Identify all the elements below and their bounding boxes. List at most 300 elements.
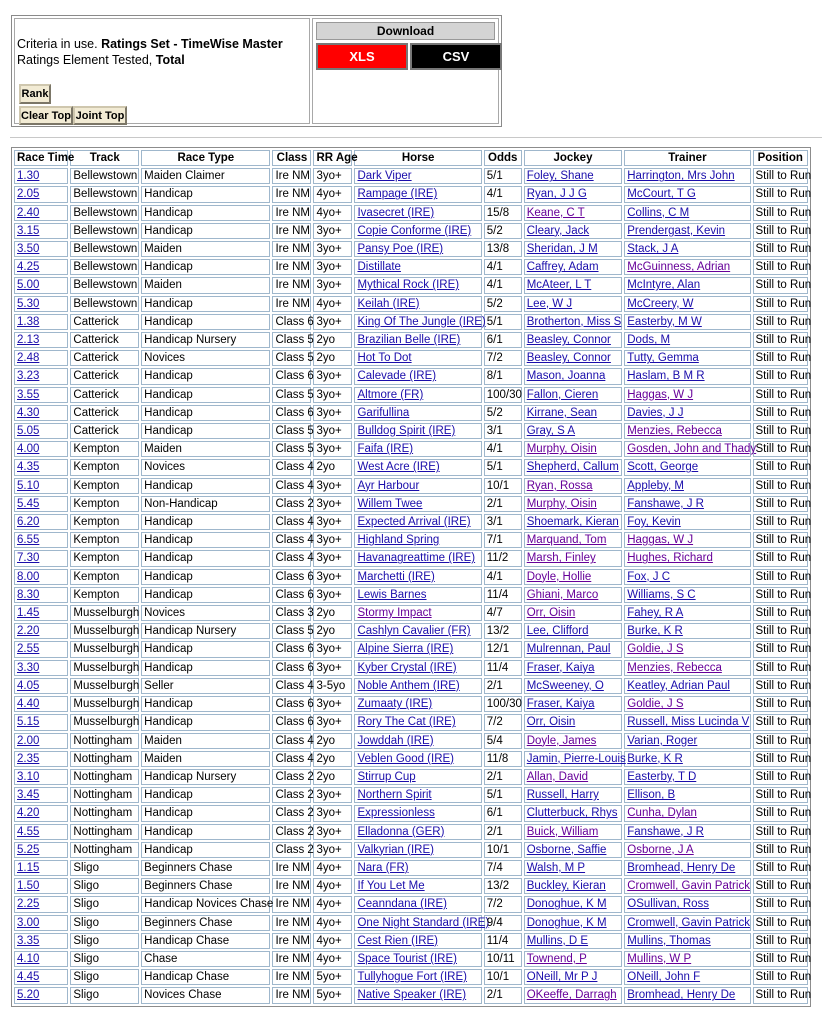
race-time-link[interactable]: 3.30 [17,661,40,674]
trainer-cell [624,296,750,312]
horse-cell [354,186,481,202]
download-panel [312,18,499,124]
jockey-link[interactable]: Lee, W J [526,297,573,310]
race-time-link[interactable]: 3.35 [17,934,40,947]
track-cell: Musselburgh [70,696,139,712]
horse-cell [354,478,481,494]
race-time-link[interactable]: 2.05 [17,188,40,201]
horse-link[interactable]: Distillate [357,261,401,274]
trainer-link[interactable]: Hughes, Richard [627,552,713,565]
position-cell: Still to Run [753,660,809,676]
trainer-link[interactable]: Appleby, M [627,479,684,492]
odds-cell: 7/4 [484,860,522,876]
horse-link[interactable]: Willem Twee [357,497,423,510]
horse-link[interactable]: Cashlyn Cavalier (FR) [357,625,471,638]
horse-link[interactable]: Stirrup Cup [357,770,416,783]
horse-cell [354,824,481,840]
class-cell: Ire NM [272,296,311,312]
trainer-link[interactable]: Harrington, Mrs John [627,170,735,183]
race-type-cell: Handicap [141,387,270,403]
trainer-link[interactable]: Ellison, B [627,789,676,802]
jockey-link[interactable]: Beasley, Connor [526,352,611,365]
trainer-link[interactable]: Prendergast, Kevin [627,224,726,237]
horse-link[interactable]: Expected Arrival (IRE) [357,516,471,529]
track-cell: Musselburgh [70,714,139,730]
horse-link[interactable]: Alpine Sierra (IRE) [357,643,454,656]
horse-link[interactable]: Ivasecret (IRE) [357,206,435,219]
trainer-link[interactable]: Gosden, John and Thady [627,443,757,456]
race-time-link[interactable]: 3.50 [17,243,40,256]
race-time-link[interactable]: 1.15 [17,861,40,874]
jockey-link[interactable]: Russell, Harry [526,789,599,802]
download-title: Download [316,22,495,40]
position-cell: Still to Run [753,368,809,384]
trainer-link[interactable]: Mullins, W P [627,952,692,965]
class-cell: Class 4 [272,751,311,767]
trainer-link[interactable]: Fanshawe, J R [627,497,704,510]
race-time-link[interactable]: 8.00 [17,570,40,583]
jockey-cell [524,714,623,730]
race-time-link[interactable]: 1.50 [17,880,40,893]
race-time-link[interactable]: 5.00 [17,279,40,292]
jockey-link[interactable]: Buick, William [526,825,599,838]
trainer-link[interactable]: Fahey, R A [627,607,684,620]
trainer-cell [624,223,750,239]
odds-cell: 5/1 [484,459,522,475]
jockey-link[interactable]: Ryan, J J G [526,188,587,201]
rr-age-cell: 3yo+ [313,714,352,730]
horse-link[interactable]: Stormy Impact [357,607,432,620]
jockey-link[interactable]: Murphy, Oisin [526,497,597,510]
table-row [14,987,808,1003]
horse-link[interactable]: Pansy Poe (IRE) [357,243,444,256]
jockey-link[interactable]: OKeeffe, Darragh [526,989,617,1002]
race-type-cell: Novices [141,350,270,366]
horse-link[interactable]: Elladonna (GER) [357,825,445,838]
jockey-link[interactable]: Gray, S A [526,425,576,438]
trainer-link[interactable]: Scott, George [627,461,699,474]
jockey-link[interactable]: Marquand, Tom [526,534,607,547]
race-time-link[interactable]: 2.48 [17,352,40,365]
race-type-cell: Handicap [141,405,270,421]
horse-link[interactable]: Calevade (IRE) [357,370,437,383]
criteria-info [14,18,310,124]
horse-link[interactable]: Veblen Good (IRE) [357,752,455,765]
horse-link[interactable]: Tullyhogue Fort (IRE) [357,971,467,984]
rr-age-cell: 3yo+ [313,441,352,457]
race-time-link[interactable]: 2.40 [17,206,40,219]
race-time-cell [14,168,68,184]
trainer-link[interactable]: Fox, J C [627,570,671,583]
jockey-cell [524,314,623,330]
race-time-link[interactable]: 5.20 [17,989,40,1002]
jockey-link[interactable]: Clutterbuck, Rhys [526,807,618,820]
trainer-cell [624,277,750,293]
horse-link[interactable]: Highland Spring [357,534,440,547]
race-time-link[interactable]: 2.20 [17,625,40,638]
jockey-link[interactable]: Doyle, James [526,734,597,747]
trainer-link[interactable]: Russell, Miss Lucinda V [627,716,750,729]
trainer-link[interactable]: Collins, C M [627,206,690,219]
race-time-link[interactable]: 7.30 [17,552,40,565]
race-time-cell [14,569,68,585]
jockey-link[interactable]: Fraser, Kaiya [526,661,595,674]
track-cell: Kempton [70,532,139,548]
trainer-link[interactable]: Haggas, W J [627,388,694,401]
race-time-link[interactable]: 4.30 [17,406,40,419]
jockey-link[interactable]: Osborne, Saffie [526,843,607,856]
class-cell: Class 4 [272,459,311,475]
race-time-link[interactable]: 2.35 [17,752,40,765]
class-cell: Class 2 [272,769,311,785]
horse-link[interactable]: West Acre (IRE) [357,461,440,474]
horse-link[interactable]: Keilah (IRE) [357,297,420,310]
trainer-link[interactable]: Foy, Kevin [627,516,681,529]
jockey-link[interactable]: Shoemark, Kieran [526,516,619,529]
jockey-cell [524,987,623,1003]
horse-link[interactable]: Havanagreattime (IRE) [357,552,476,565]
horse-link[interactable]: Bulldog Spirit (IRE) [357,425,456,438]
trainer-link[interactable]: Fanshawe, J R [627,825,704,838]
trainer-cell [624,241,750,257]
jockey-link[interactable]: Townend, P [526,952,587,965]
horse-cell [354,168,481,184]
trainer-link[interactable]: Goldie, J S [627,643,684,656]
table-row [14,423,808,439]
rr-age-cell: 4yo+ [313,933,352,949]
trainer-link[interactable]: Goldie, J S [627,698,684,711]
joint-top-button[interactable]: Joint Top [73,106,127,125]
trainer-link[interactable]: Cromwell, Gavin Patrick [627,880,750,893]
jockey-link[interactable]: Fraser, Kaiya [526,698,595,711]
odds-cell: 3/1 [484,423,522,439]
race-time-link[interactable]: 3.23 [17,370,40,383]
race-time-link[interactable]: 4.20 [17,807,40,820]
jockey-link[interactable]: Mason, Joanna [526,370,606,383]
race-time-link[interactable]: 2.13 [17,334,40,347]
jockey-link[interactable]: Mulrennan, Paul [526,643,611,656]
horse-link[interactable]: Marchetti (IRE) [357,570,435,583]
trainer-link[interactable]: Cunha, Dylan [627,807,697,820]
jockey-link[interactable]: Ryan, Rossa [526,479,593,492]
class-cell: Class 4 [272,478,311,494]
race-time-link[interactable]: 5.10 [17,479,40,492]
race-time-cell [14,514,68,530]
trainer-cell [624,896,750,912]
horse-link[interactable]: Brazilian Belle (IRE) [357,334,461,347]
horse-link[interactable]: Space Tourist (IRE) [357,952,457,965]
race-time-link[interactable]: 5.30 [17,297,40,310]
class-cell: Ire NM [272,896,311,912]
trainer-link[interactable]: Bromhead, Henry De [627,989,736,1002]
race-time-link[interactable]: 4.40 [17,698,40,711]
race-time-cell [14,332,68,348]
jockey-link[interactable]: Lee, Clifford [526,625,589,638]
race-type-cell: Beginners Chase [141,878,270,894]
race-time-link[interactable]: 4.45 [17,971,40,984]
race-type-cell: Handicap [141,423,270,439]
horse-link[interactable]: Dark Viper [357,170,412,183]
trainer-link[interactable]: McGuinness, Adrian [627,261,731,274]
odds-cell: 11/2 [484,550,522,566]
horse-cell [354,459,481,475]
header-track: Track [70,150,139,166]
odds-cell: 11/8 [484,751,522,767]
jockey-cell [524,678,623,694]
track-cell: Bellewstown [70,259,139,275]
race-time-link[interactable]: 1.45 [17,607,40,620]
trainer-link[interactable]: Easterby, M W [627,315,702,328]
jockey-link[interactable]: Brotherton, Miss S [526,315,622,328]
horse-link[interactable]: Lewis Barnes [357,588,427,601]
jockey-link[interactable]: Ghiani, Marco [526,588,599,601]
jockey-link[interactable]: Beasley, Connor [526,334,611,347]
position-cell: Still to Run [753,387,809,403]
table-row [14,605,808,621]
jockey-link[interactable]: Sheridan, J M [526,243,598,256]
jockey-link[interactable]: ONeill, Mr P J [526,971,598,984]
position-cell: Still to Run [753,350,809,366]
jockey-link[interactable]: Mullins, D E [526,934,589,947]
jockey-cell [524,605,623,621]
race-time-cell [14,496,68,512]
horse-cell [354,205,481,221]
odds-cell: 13/2 [484,623,522,639]
horse-link[interactable]: Expressionless [357,807,435,820]
horse-link[interactable]: Ceanndana (IRE) [357,898,447,911]
odds-cell: 5/1 [484,314,522,330]
jockey-link[interactable]: McSweeney, O [526,679,604,692]
jockey-link[interactable]: Keane, C T [526,206,585,219]
race-time-link[interactable]: 5.15 [17,716,40,729]
race-time-link[interactable]: 4.25 [17,261,40,274]
trainer-link[interactable]: Davies, J J [627,406,684,419]
race-time-link[interactable]: 3.45 [17,789,40,802]
race-time-link[interactable]: 5.05 [17,425,40,438]
race-time-cell [14,459,68,475]
race-time-link[interactable]: 4.35 [17,461,40,474]
jockey-link[interactable]: Murphy, Oisin [526,443,597,456]
horse-link[interactable]: Garifullina [357,406,410,419]
trainer-link[interactable]: Cromwell, Gavin Patrick [627,916,750,929]
trainer-link[interactable]: Stack, J A [627,243,679,256]
horse-link[interactable]: Valkyrian (IRE) [357,843,434,856]
race-time-link[interactable]: 8.30 [17,588,40,601]
horse-cell [354,387,481,403]
jockey-link[interactable]: Walsh, M P [526,861,586,874]
trainer-link[interactable]: Haggas, W J [627,534,694,547]
jockey-link[interactable]: Buckley, Kieran [526,880,606,893]
trainer-link[interactable]: OSullivan, Ross [627,898,710,911]
horse-link[interactable]: Northern Spirit [357,789,432,802]
jockey-cell [524,368,623,384]
trainer-link[interactable]: Mullins, Thomas [627,934,711,947]
trainer-link[interactable]: Keatley, Adrian Paul [627,679,730,692]
race-time-link[interactable]: 4.10 [17,952,40,965]
race-time-link[interactable]: 1.38 [17,315,40,328]
trainer-link[interactable]: Varian, Roger [627,734,698,747]
trainer-link[interactable]: Bromhead, Henry De [627,861,736,874]
trainer-cell [624,769,750,785]
horse-link[interactable]: Nara (FR) [357,861,409,874]
jockey-link[interactable]: Doyle, Hollie [526,570,592,583]
jockey-link[interactable]: Kirrane, Sean [526,406,598,419]
race-time-link[interactable]: 3.15 [17,224,40,237]
class-cell: Class 5 [272,423,311,439]
trainer-link[interactable]: McCreery, W [627,297,694,310]
horse-link[interactable]: Copie Conforme (IRE) [357,224,472,237]
horse-link[interactable]: Ayr Harbour [357,479,420,492]
rr-age-cell: 2yo [313,751,352,767]
track-cell: Bellewstown [70,186,139,202]
clear-top-button[interactable]: Clear Top [19,106,73,125]
race-time-link[interactable]: 2.55 [17,643,40,656]
rr-age-cell: 3yo+ [313,223,352,239]
table-row [14,314,808,330]
table-row [14,824,808,840]
rr-age-cell: 4yo+ [313,951,352,967]
header-race-type: Race Type [141,150,270,166]
jockey-link[interactable]: Fallon, Cieren [526,388,599,401]
position-cell: Still to Run [753,860,809,876]
trainer-cell [624,478,750,494]
trainer-link[interactable]: McCourt, T G [627,188,696,201]
rr-age-cell: 2yo [313,332,352,348]
trainer-link[interactable]: Dods, M [627,334,671,347]
track-cell: Catterick [70,423,139,439]
horse-link[interactable]: Rampage (IRE) [357,188,438,201]
class-cell: Class 4 [272,514,311,530]
horse-cell [354,915,490,931]
trainer-cell [624,696,750,712]
jockey-link[interactable]: Caffrey, Adam [526,261,599,274]
horse-link[interactable]: Hot To Dot [357,352,412,365]
horse-link[interactable]: If You Let Me [357,880,425,893]
trainer-cell [624,915,750,931]
class-cell: Class 2 [272,805,311,821]
horse-cell [354,496,481,512]
horse-link[interactable]: Altmore (FR) [357,388,424,401]
horse-link[interactable]: King Of The Jungle (IRE) [357,315,486,328]
odds-cell: 4/1 [484,277,522,293]
download-xls-button[interactable]: XLS [316,43,408,70]
horse-link[interactable]: One Night Standard (IRE) [357,916,490,929]
trainer-link[interactable]: Easterby, T D [627,770,697,783]
trainer-link[interactable]: Burke, K R [627,625,683,638]
track-cell: Nottingham [70,842,139,858]
horse-link[interactable]: Rory The Cat (IRE) [357,716,456,729]
track-cell: Nottingham [70,769,139,785]
race-time-cell [14,751,68,767]
race-time-link[interactable]: 4.00 [17,443,40,456]
trainer-link[interactable]: Tutty, Gemma [627,352,699,365]
jockey-link[interactable]: Foley, Shane [526,170,594,183]
race-time-link[interactable]: 1.30 [17,170,40,183]
race-time-link[interactable]: 4.55 [17,825,40,838]
jockey-link[interactable]: Allan, David [526,770,589,783]
race-time-link[interactable]: 2.00 [17,734,40,747]
trainer-link[interactable]: McIntyre, Alan [627,279,701,292]
horse-link[interactable]: Cest Rien (IRE) [357,934,439,947]
table-row [14,296,808,312]
race-time-link[interactable]: 2.25 [17,898,40,911]
rr-age-cell: 5yo+ [313,969,352,985]
trainer-link[interactable]: Osborne, J A [627,843,694,856]
class-cell: Ire NM [272,241,311,257]
race-time-link[interactable]: 4.05 [17,679,40,692]
jockey-link[interactable]: Jamin, Pierre-Louis [526,752,626,765]
horse-link[interactable]: Native Speaker (IRE) [357,989,467,1002]
horse-link[interactable]: Zumaaty (IRE) [357,698,433,711]
horse-link[interactable]: Mythical Rock (IRE) [357,279,460,292]
horse-link[interactable]: Kyber Crystal (IRE) [357,661,457,674]
track-cell: Sligo [70,896,139,912]
rr-age-cell: 2yo [313,605,352,621]
odds-cell: 15/8 [484,205,522,221]
race-time-link[interactable]: 5.25 [17,843,40,856]
jockey-link[interactable]: Donoghue, K M [526,916,607,929]
race-time-link[interactable]: 6.55 [17,534,40,547]
horse-link[interactable]: Noble Anthem (IRE) [357,679,460,692]
class-cell: Class 2 [272,824,311,840]
trainer-link[interactable]: Williams, S C [627,588,696,601]
jockey-link[interactable]: Shepherd, Callum [526,461,619,474]
trainer-link[interactable]: Haslam, B M R [627,370,705,383]
horse-cell [354,405,481,421]
race-time-link[interactable]: 5.45 [17,497,40,510]
horse-cell [354,896,481,912]
track-cell: Kempton [70,441,139,457]
jockey-cell [524,660,623,676]
rr-age-cell: 3yo+ [313,842,352,858]
race-time-link[interactable]: 3.10 [17,770,40,783]
class-cell: Class 6 [272,587,311,603]
class-cell: Class 6 [272,314,311,330]
horse-cell [354,660,481,676]
trainer-cell [624,842,750,858]
trainer-cell [624,733,750,749]
odds-cell: 8/1 [484,368,522,384]
rank-button[interactable]: Rank [19,84,51,104]
position-cell: Still to Run [753,933,809,949]
horse-cell [354,350,481,366]
trainer-link[interactable]: ONeill, John F [627,971,701,984]
class-cell: Class 5 [272,387,311,403]
jockey-link[interactable]: Marsh, Finley [526,552,596,565]
horse-link[interactable]: Faifa (IRE) [357,443,414,456]
jockey-cell [524,550,623,566]
jockey-link[interactable]: Orr, Oisin [526,716,576,729]
jockey-link[interactable]: Orr, Oisin [526,607,576,620]
race-time-link[interactable]: 3.55 [17,388,40,401]
position-cell: Still to Run [753,605,809,621]
trainer-link[interactable]: Menzies, Rebecca [627,425,722,438]
jockey-link[interactable]: McAteer, L T [526,279,592,292]
jockey-link[interactable]: Cleary, Jack [526,224,590,237]
trainer-link[interactable]: Menzies, Rebecca [627,661,722,674]
horse-cell [354,259,481,275]
odds-cell: 10/1 [484,969,522,985]
horse-link[interactable]: Jowddah (IRE) [357,734,434,747]
race-time-link[interactable]: 3.00 [17,916,40,929]
trainer-link[interactable]: Burke, K R [627,752,683,765]
track-cell: Sligo [70,915,139,931]
trainer-cell [624,805,750,821]
download-csv-button[interactable]: CSV [410,43,502,70]
track-cell: Musselburgh [70,678,139,694]
race-time-link[interactable]: 6.20 [17,516,40,529]
jockey-link[interactable]: Donoghue, K M [526,898,607,911]
